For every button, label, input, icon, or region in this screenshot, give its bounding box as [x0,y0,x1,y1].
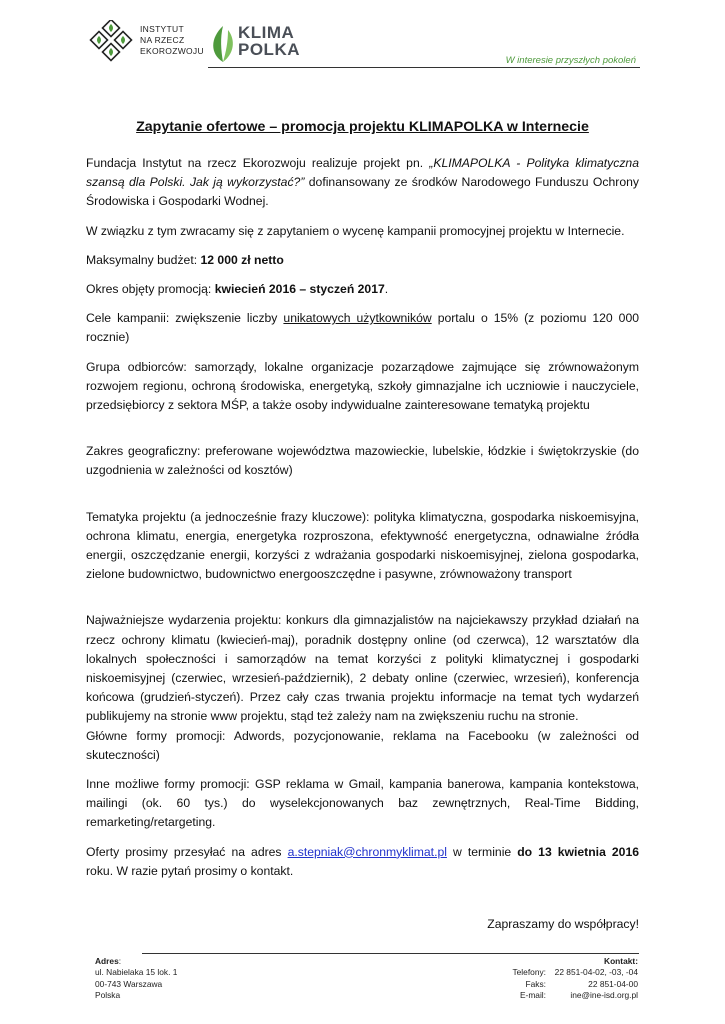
intro-text-b: dofinansowany ze środków Narodowego Funduszu Ochrony Środowiska i Gospodarki Wodnej. [86,175,639,209]
request-paragraph: W związku z tym zwracamy się z zapytaniem o wycenę kampanii promocyjnej projektu w Internecie. [86,223,625,238]
offers-deadline: do 13 kwietnia 2016 [517,844,640,859]
offers-email-link[interactable]: a.stepniak@chronmyklimat.pl [287,844,447,859]
header-tagline: W interesie przyszłych pokoleń [505,55,636,66]
klimapolka-leaf-icon [208,24,238,64]
budget-label: Maksymalny budżet: [86,252,201,267]
isd-line-1: INSTYTUT [140,24,184,34]
audience-paragraph: Grupa odbiorców: samorządy, lokalne organizacje pozarządowe zajmujące się zrównoważonym rozwojem regionu, ochroną środowiska, energetyką, szkoły gimnazjalne ich uczniowie i nauczyciele, przedsiębiorcy z sektora MŚP, a także osoby indywidualne zainteresowane tematyką projektu [86,359,639,413]
offers-paragraph [86,843,639,881]
offers-text-b: w terminie [446,844,518,859]
intro-text-a: Fundacja Instytut na rzecz Ekorozwoju realizuje projekt pn. [86,156,430,170]
goals-underlined: unikatowych użytkowników [283,311,432,326]
address-line-2: 00-743 Warszawa [95,978,163,989]
page-header [88,20,640,72]
fax-value: 22 851-04-00 [588,978,638,989]
footer-address [95,956,177,1001]
klimapolka-logo-text [238,24,300,58]
email-value[interactable]: ine@ine-isd.org.pl [570,989,638,1000]
footer-divider [142,953,639,954]
contact-colon: : [635,956,638,966]
klima-line-2: POLKA [238,40,300,59]
phone-label: Telefony: [512,967,546,978]
project-name: „KLIMAPOLKA - Polityka klimatyczna szansą dla Polski. Jak ją wykorzystać?” [86,156,639,190]
klima-line-1: KLIMA [238,23,295,42]
period-value: kwiecień 2016 – styczeń 2017 [214,282,385,297]
period-paragraph [86,280,639,299]
period-label: Okres objęty promocją: [86,282,215,297]
address-line-1: ul. Nabielaka 15 lok. 1 [95,967,178,978]
budget-paragraph [86,251,639,270]
email-label: E-mail: [519,989,546,1000]
header-divider [208,67,640,68]
contact-row-email [512,990,638,1001]
isd-line-3: EKOROZWOJU [140,46,204,56]
address-colon: : [118,956,122,966]
contact-row-fax [512,979,638,990]
phone-value: 22 851-04-02, -03, -04 [554,967,638,978]
offers-text-c: roku. W razie pytań prosimy o kontakt. [86,863,294,878]
geo-paragraph: Zakres geograficzny: preferowane województwa mazowieckie, lubelskie, łódzkie i świętokrzyskie (do uzgodnienia w zależności od kosztów) [86,444,639,478]
contact-table [512,967,638,1001]
offers-text-a: Oferty prosimy przesyłać na adres [86,844,288,859]
intro-paragraph [86,154,639,212]
main-forms-paragraph: Główne formy promocji: Adwords, pozycjonowanie, reklama na Facebooku (w zależności od skuteczności) [86,728,639,762]
budget-value: 12 000 zł netto [200,252,284,267]
goals-text-a: Cele kampanii: zwiększenie liczby [86,311,284,326]
isd-line-2: NA RZECZ [140,35,185,45]
document-body [86,117,639,934]
period-end: . [384,282,389,297]
closing-line: Zapraszamy do współpracy! [487,917,639,932]
contact-row-phone [512,967,638,978]
events-paragraph: Najważniejsze wydarzenia projektu: konkurs dla gimnazjalistów na najciekawszy przykład działań na rzecz ochrony klimatu (kwiecień-maj), poradnik dostępny online (od czerwca), 12 warsztatów dla lokalnych społeczności i samorządów na temat korzyści z polityki klimatycznej i gospodarki niskoemisyjnej (czerwiec, wrzesień-październik), 2 debaty online (czerwiec, wrzesień), konferencja końcowa (grudzień-styczeń). Przez cały czas trwania projektu informacje na temat tych wydarzeń publikujemy na stronie www projektu, stąd też zależy nam na zwiększeniu ruchu na stronie. [86,613,639,724]
goals-text-b: portalu o 15% (z poziomu 120 000 rocznie) [86,311,640,345]
address-label: Adres [95,956,119,966]
page-title: Zapytanie ofertowe – promocja projektu KLIMAPOLKA w Internecie [136,119,589,135]
fax-label: Faks: [525,978,546,989]
isd-logo-icon [88,20,140,68]
topics-paragraph: Tematyka projektu (a jednocześnie frazy kluczowe): polityka klimatyczna, gospodarka niskoemisyjna, ochrona klimatu, energia, energetyka rozproszona, efektywność energetyczna, odnawialne źródła energii, oszczędzanie energii, korzyści z wdrażania gospodarki niskoemisyjnej, zielona gospodarka, zielone budownictwo, budownictwo energooszczędne i pasywne, zrównoważony transport [86,509,639,582]
goals-paragraph [86,309,639,347]
contact-label: Kontakt [604,956,636,966]
footer-contact [512,956,638,1001]
address-line-3: Polska [95,989,121,1000]
isd-logo-text [140,24,204,57]
other-forms-paragraph: Inne możliwe formy promocji: GSP reklama w Gmail, kampania banerowa, kampania kontekstowa, mailingi (ok. 60 tys.) do wyselekcjonowanych baz zewnętrznych, Real-Time Bidding, remarketing/retargeting. [86,777,639,830]
